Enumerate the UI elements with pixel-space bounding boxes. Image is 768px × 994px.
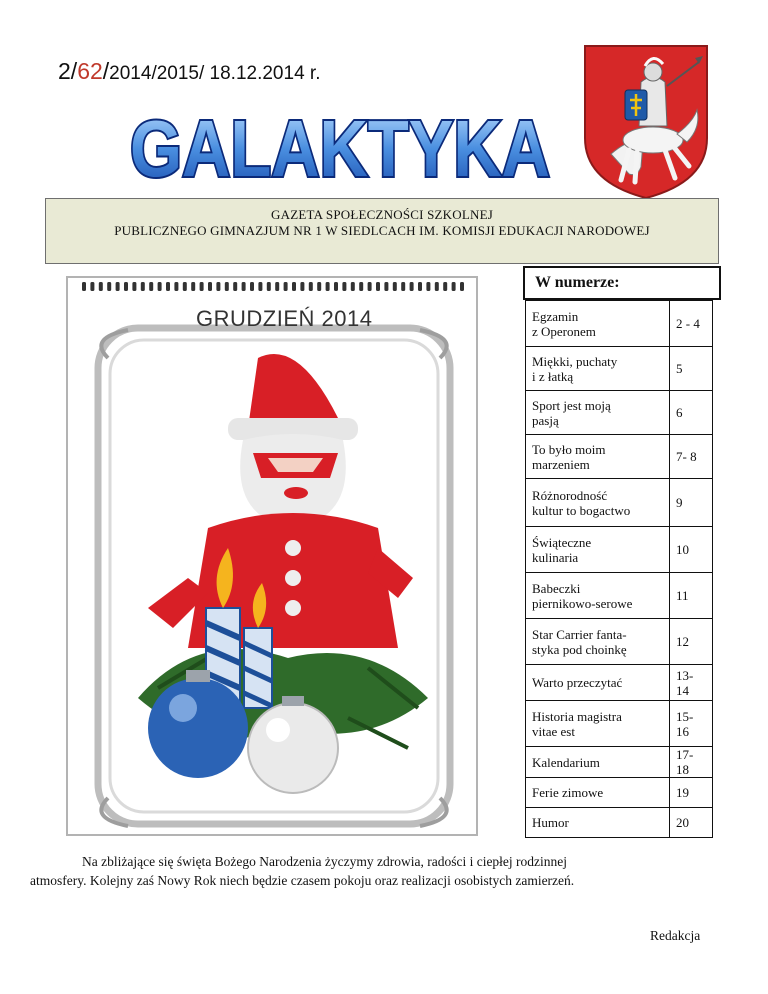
toc-title-line: pasją (532, 412, 559, 428)
toc-title-line: Star Carrier fanta- (532, 626, 627, 642)
signature: Redakcja (650, 928, 701, 943)
toc-pages: 15-16 (670, 701, 713, 747)
binding-ring (452, 282, 456, 291)
binding-ring (183, 282, 187, 291)
binding-ring (384, 282, 388, 291)
subtitle-line-1: GAZETA SPOŁECZNOŚCI SZKOLNEJ (271, 207, 493, 222)
toc-title (526, 701, 670, 747)
toc-heading: W numerze: (535, 274, 620, 291)
binding-ring (267, 282, 271, 291)
calendar-illustration (66, 276, 478, 836)
toc-row (526, 619, 713, 665)
binding-ring (82, 282, 86, 291)
binding-ring (401, 282, 405, 291)
santa-hat (248, 354, 338, 428)
toc-title-line: kulinaria (532, 549, 579, 565)
toc-pages: 10 (670, 527, 713, 573)
toc-title-line: Ferie zimowe (532, 785, 604, 800)
toc-title-line: Humor (532, 815, 569, 830)
binding-ring (309, 282, 313, 291)
toc-title (526, 301, 670, 347)
toc-title-line: Kalendarium (532, 754, 600, 770)
binding-ring (443, 282, 447, 291)
binding-ring (460, 282, 464, 291)
toc-row (526, 347, 713, 391)
binding-ring (225, 282, 229, 291)
binding-ring (435, 282, 439, 291)
binding-ring (250, 282, 254, 291)
toc-title (526, 778, 670, 808)
binding-ring (99, 282, 103, 291)
binding-ring (410, 282, 414, 291)
subtitle-line-2: PUBLICZNEGO GIMNAZJUM NR 1 W SIEDLCACH IM. KOMISJI EDUKACJI NARODOWEJ (114, 223, 650, 238)
binding-ring (149, 282, 153, 291)
binding-ring (284, 282, 288, 291)
greeting-line-2: atmosfery. Kolejny zaś Nowy Rok niech będzie czasem pokoju oraz realizacji osobistych zamierzeń. (30, 873, 575, 888)
toc-pages: 2 - 4 (670, 301, 713, 347)
toc-title (526, 527, 670, 573)
binding-ring (124, 282, 128, 291)
binding-ring (292, 282, 296, 291)
calendar-title: GRUDZIEŃ 2014 (196, 306, 373, 331)
issue-date: 2014/2015/ 18.12.2014 r. (109, 63, 321, 84)
masthead-title: GALAKTYKA (130, 104, 550, 193)
binding-ring (191, 282, 195, 291)
binding-ring (393, 282, 397, 291)
binding-ring (317, 282, 321, 291)
binding-ring (90, 282, 94, 291)
toc-title (526, 479, 670, 527)
issue-slash: / (102, 58, 110, 84)
toc-title (526, 619, 670, 665)
toc-row (526, 301, 713, 347)
binding-ring (258, 282, 262, 291)
toc-row (526, 665, 713, 701)
toc-title (526, 391, 670, 435)
binding-ring (359, 282, 363, 291)
toc-pages: 9 (670, 479, 713, 527)
issue-prefix: 2/ (58, 58, 78, 84)
masthead-logo (120, 96, 560, 206)
toc-title-line: marzeniem (532, 456, 590, 472)
toc-row (526, 808, 713, 838)
binding-ring (200, 282, 204, 291)
toc-pages: 6 (670, 391, 713, 435)
binding-ring (418, 282, 422, 291)
table-of-contents (525, 300, 713, 838)
toc-pages: 7- 8 (670, 435, 713, 479)
toc-pages: 11 (670, 573, 713, 619)
binding-ring (242, 282, 246, 291)
binding-ring (368, 282, 372, 291)
toc-title-line: kultur to bogactwo (532, 502, 631, 518)
toc-title (526, 808, 670, 838)
toc-pages: 19 (670, 778, 713, 808)
toc-title-line: To było moim (532, 441, 606, 457)
toc-row (526, 778, 713, 808)
toc-row (526, 573, 713, 619)
toc-title-line: Warto przeczytać (532, 675, 623, 690)
toc-pages: 5 (670, 347, 713, 391)
binding-ring (208, 282, 212, 291)
christmas-illustration (68, 278, 480, 838)
toc-title-line: z Operonem (532, 323, 596, 339)
binding-ring (141, 282, 145, 291)
toc-pages: 17-18 (670, 747, 713, 778)
toc-pages: 20 (670, 808, 713, 838)
toc-pages: 12 (670, 619, 713, 665)
binding-ring (216, 282, 220, 291)
binding-ring (326, 282, 330, 291)
toc-title-line: Miękki, puchaty (532, 353, 618, 369)
toc-pages: 13-14 (670, 665, 713, 701)
issue-number: 62 (77, 58, 103, 84)
binding-ring (342, 282, 346, 291)
binding-ring (132, 282, 136, 291)
toc-title (526, 747, 670, 778)
toc-row (526, 479, 713, 527)
toc-title-line: i z łatką (532, 368, 574, 384)
binding-ring (334, 282, 338, 291)
toc-title (526, 347, 670, 391)
toc-title-line: Egzamin (532, 308, 579, 324)
toc-title (526, 665, 670, 701)
toc-row (526, 527, 713, 573)
binding-ring (166, 282, 170, 291)
toc-title-line: Różnorodność (532, 487, 608, 503)
toc-row (526, 701, 713, 747)
toc-row (526, 747, 713, 778)
toc-row (526, 391, 713, 435)
toc-title-line: styka pod choinkę (532, 641, 627, 657)
toc-title-line: Babeczki (532, 580, 581, 596)
subtitle-banner (45, 198, 719, 264)
toc-title (526, 573, 670, 619)
toc-title-line: vitae est (532, 723, 575, 739)
binding-ring (158, 282, 162, 291)
toc-title-line: Historia magistra (532, 708, 622, 724)
binding-ring (233, 282, 237, 291)
binding-ring (174, 282, 178, 291)
issue-line (58, 58, 320, 85)
binding-ring (300, 282, 304, 291)
toc-heading-box (523, 266, 721, 300)
binding-ring (426, 282, 430, 291)
toc-row (526, 435, 713, 479)
toc-title (526, 435, 670, 479)
greeting-line-1: Na zbliżające się święta Bożego Narodzenia życzymy zdrowia, radości i ciepłej rodzinnej (82, 854, 568, 869)
toc-title-line: piernikowo-serowe (532, 595, 633, 611)
greeting (30, 852, 738, 890)
siedlce-coat-of-arms-knight-icon (581, 42, 711, 202)
binding-ring (107, 282, 111, 291)
binding-ring (275, 282, 279, 291)
toc-title-line: Świąteczne (532, 534, 592, 550)
toc-title-line: Sport jest moją (532, 397, 611, 413)
binding-ring (351, 282, 355, 291)
binding-ring (376, 282, 380, 291)
binding-ring (116, 282, 120, 291)
